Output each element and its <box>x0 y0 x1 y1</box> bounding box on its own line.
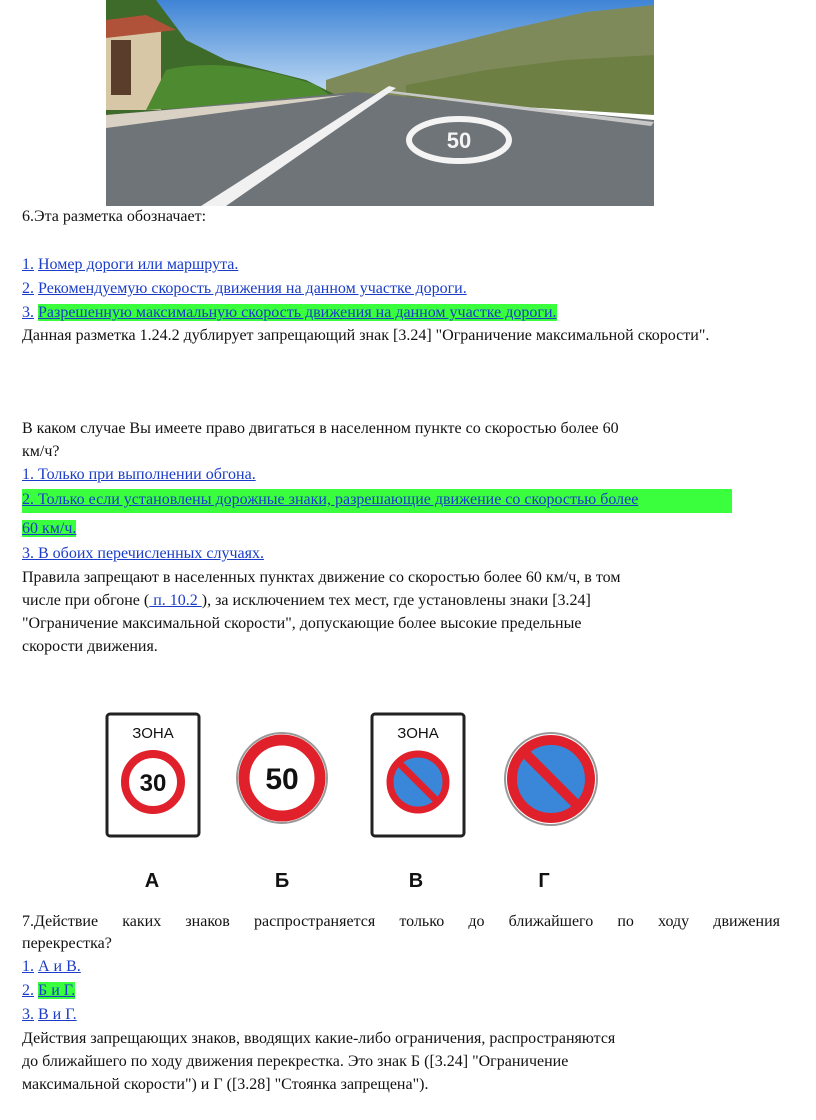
q60-expl-line2-a: числе при обгоне ( <box>22 592 150 609</box>
q6-option-1[interactable] <box>22 254 238 276</box>
q7-option-3[interactable] <box>22 1004 77 1026</box>
sign-a-zone-30 <box>105 712 201 843</box>
q60-option-2-link-a[interactable]: 2. Только если установлены дорожные знаки, разрешающие движение со скоростью более <box>22 491 639 508</box>
q60-option-2-link-b[interactable]: 60 км/ч. <box>22 520 77 537</box>
q6-option-1-text[interactable]: Номер дороги или маршрута. <box>38 256 239 273</box>
q60-question-line1: В каком случае Вы имеете право двигаться в населенном пункте со скоростью более 60 <box>22 420 619 437</box>
q60-expl-line1: Правила запрещают в населенных пунктах движение со скоростью более 60 км/ч, в том <box>22 569 621 586</box>
q60-option-3[interactable] <box>22 543 264 565</box>
sign-letter-v: В <box>408 870 424 892</box>
sign-letter-b: Б <box>274 870 290 892</box>
q6-option-3[interactable] <box>22 302 557 324</box>
q7-expl-line1: Действия запрещающих знаков, вводящих какие-либо ограничения, распространяются <box>22 1030 616 1047</box>
q60-option-2-line2[interactable] <box>22 518 76 540</box>
q60-expl-line2-b: ), за исключением тех мест, где установлены знаки [3.24] <box>201 592 591 609</box>
q7-option-1-num[interactable]: 1. <box>22 958 34 975</box>
q7-title-line1: 7.Действие каких знаков распространяется только до ближайшего по ходу движения <box>22 913 780 930</box>
q7-expl-line3: максимальной скорости") и Г ([3.28] "Стоянка запрещена"). <box>22 1076 429 1093</box>
q60-option-1[interactable] <box>22 464 256 486</box>
q7-option-3-text[interactable]: В и Г. <box>38 1006 77 1023</box>
q7-title-line2: перекрестка? <box>22 935 112 952</box>
q60-question-line2: км/ч? <box>22 443 60 460</box>
q6-option-1-num[interactable]: 1. <box>22 256 34 273</box>
sign-letter-g: Г <box>538 870 550 892</box>
rule-link-10-2[interactable]: п. 10.2 <box>149 592 202 609</box>
q7-expl-line2: до ближайшего по ходу движения перекрестка. Это знак Б ([3.24] "Ограничение <box>22 1053 569 1070</box>
q7-option-2-num[interactable]: 2. <box>22 982 34 999</box>
sign-v-zone-text: ЗОНА <box>397 725 439 742</box>
road-marking-50: 50 <box>446 128 472 153</box>
q6-explanation: Данная разметка 1.24.2 дублирует запрещающий знак [3.24] "Ограничение максимальной скорости". <box>22 327 710 344</box>
road-photo <box>106 0 654 206</box>
q7-option-2-text[interactable]: Б и Г. <box>38 982 76 999</box>
sign-a-speed-text: 30 <box>139 770 167 797</box>
q60-expl-line3: "Ограничение максимальной скорости", допускающие более высокие предельные <box>22 615 582 632</box>
q60-expl-line4: скорости движения. <box>22 638 158 655</box>
sign-a-zone-text: ЗОНА <box>132 725 174 742</box>
sign-letter-a: А <box>144 870 160 892</box>
q60-option-2-line1[interactable] <box>22 489 732 513</box>
sign-b-speed-50 <box>234 730 330 831</box>
q60-option-1-link[interactable]: 1. Только при выполнении обгона. <box>22 466 256 483</box>
q7-option-1-text[interactable]: А и В. <box>38 958 81 975</box>
q7-option-1[interactable] <box>22 956 81 978</box>
q6-option-3-text[interactable]: Разрешенную максимальную скорость движения на данном участке дороги. <box>38 304 557 321</box>
sign-v-zone-no-parking <box>370 712 466 843</box>
q7-option-2[interactable] <box>22 980 75 1002</box>
q7-option-3-num[interactable]: 3. <box>22 1006 34 1023</box>
q6-option-2[interactable] <box>22 278 467 300</box>
sign-g-no-parking <box>502 730 600 833</box>
q6-option-2-num[interactable]: 2. <box>22 280 34 297</box>
sign-b-speed-text: 50 <box>265 763 299 796</box>
q60-expl-line2 <box>22 590 591 612</box>
q6-title: 6.Эта разметка обозначает: <box>22 208 207 225</box>
q60-option-3-link[interactable]: 3. В обоих перечисленных случаях. <box>22 545 265 562</box>
q6-option-3-num[interactable]: 3. <box>22 304 34 321</box>
q6-option-2-text[interactable]: Рекомендуемую скорость движения на данном участке дороги. <box>38 280 467 297</box>
